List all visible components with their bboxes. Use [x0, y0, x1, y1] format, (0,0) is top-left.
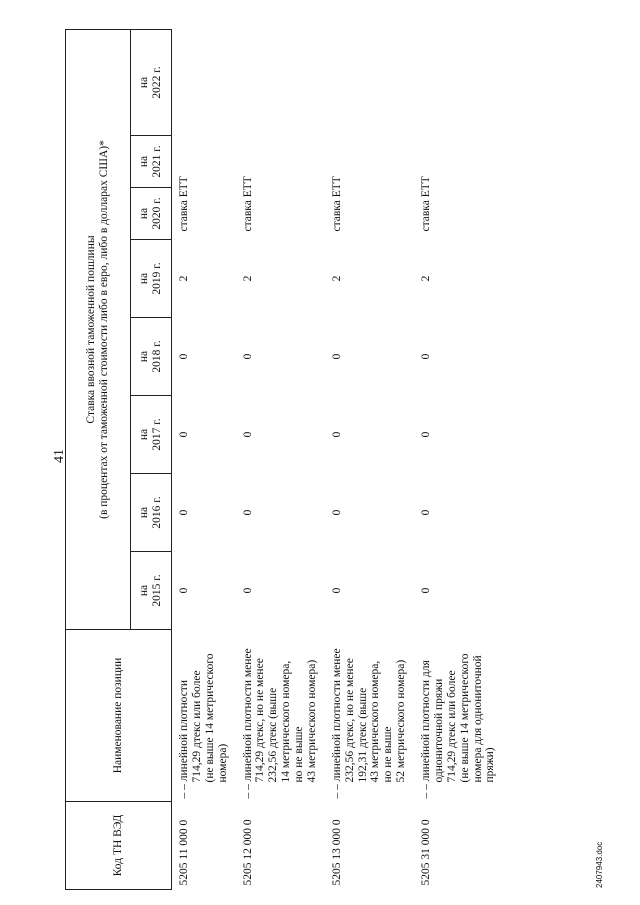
header-code: Код ТН ВЭД [66, 802, 172, 890]
rate-2016: 0 [241, 509, 254, 516]
header-rate-group [66, 30, 131, 630]
header-rate-group-line2: (в процентах от таможенной стоимости либо в евро, либо в долларах США)* [98, 140, 110, 519]
row-code: 5205 12 000 0 [241, 819, 254, 886]
rate-2018: 0 [241, 353, 254, 360]
document-reference: 2407943.doc [595, 841, 604, 888]
rate-2015: 0 [330, 587, 343, 594]
rate-2018: 0 [178, 353, 190, 360]
rate-2016: 0 [420, 509, 432, 516]
row-name: – – линейной плотности менее 232,56 дтекс, но не менее 192,31 дтекс (выше 43 метрического номера, но не выше 52 метрического номера) [330, 648, 408, 799]
header-year-2018: на 2018 г. [131, 318, 172, 396]
rate-2020: ставка ЕТТ [178, 176, 190, 232]
header-year-2017: на 2017 г. [131, 396, 172, 474]
row-name: – – линейной плотности менее 714,29 дтекс, но не менее 232,56 дтекс (выше 14 метрического номера, но не выше 43 метрического номера) [241, 648, 318, 799]
page-number: 41 [52, 449, 67, 463]
rate-2015: 0 [241, 587, 254, 594]
rate-2018: 0 [420, 353, 432, 360]
rate-2016: 0 [330, 509, 343, 516]
tariff-table [65, 29, 503, 890]
header-year-2015: на 2015 г. [131, 552, 172, 630]
rate-2017: 0 [420, 431, 432, 438]
row-name: – – линейной плотности для однониточной пряжи 714,29 дтекс или более (не выше 14 метрического номера для однониточной пряжи) [420, 653, 497, 799]
row-code: 5205 11 000 0 [178, 819, 190, 886]
rate-2015: 0 [420, 587, 432, 594]
row-code: 5205 31 000 0 [420, 819, 432, 886]
header-name: Наименование позиции [66, 630, 172, 802]
header-rate-group-line1: Ставка ввозной таможенной пошлины [85, 235, 98, 424]
rate-2017: 0 [178, 431, 190, 438]
header-year-2021: на 2021 г. [131, 136, 172, 188]
header-year-2019: на 2019 г. [131, 240, 172, 318]
header-year-2022: на 2022 г. [131, 30, 172, 136]
table-row [325, 30, 414, 890]
rate-2019: 2 [330, 275, 343, 282]
rate-2016: 0 [178, 509, 190, 516]
header-year-2020: на 2020 г. [131, 188, 172, 240]
rate-2018: 0 [330, 353, 343, 360]
rate-2020: ставка ЕТТ [241, 176, 254, 232]
rate-2019: 2 [241, 275, 254, 282]
rate-2017: 0 [241, 431, 254, 438]
rotated-page-content [65, 30, 625, 890]
rate-2015: 0 [178, 587, 190, 594]
rate-2019: 2 [420, 275, 432, 282]
header-year-2016: на 2016 г. [131, 474, 172, 552]
row-name: – – линейной плотности 714,29 дтекс или более (не выше 14 метрического номера) [178, 653, 229, 799]
row-code: 5205 13 000 0 [330, 819, 343, 886]
table-row [172, 30, 236, 890]
table-row [236, 30, 325, 890]
rate-2019: 2 [178, 275, 190, 282]
table-row [414, 30, 503, 890]
rate-2020: ставка ЕТТ [330, 176, 343, 232]
rate-2020: ставка ЕТТ [420, 176, 432, 232]
rate-2017: 0 [330, 431, 343, 438]
